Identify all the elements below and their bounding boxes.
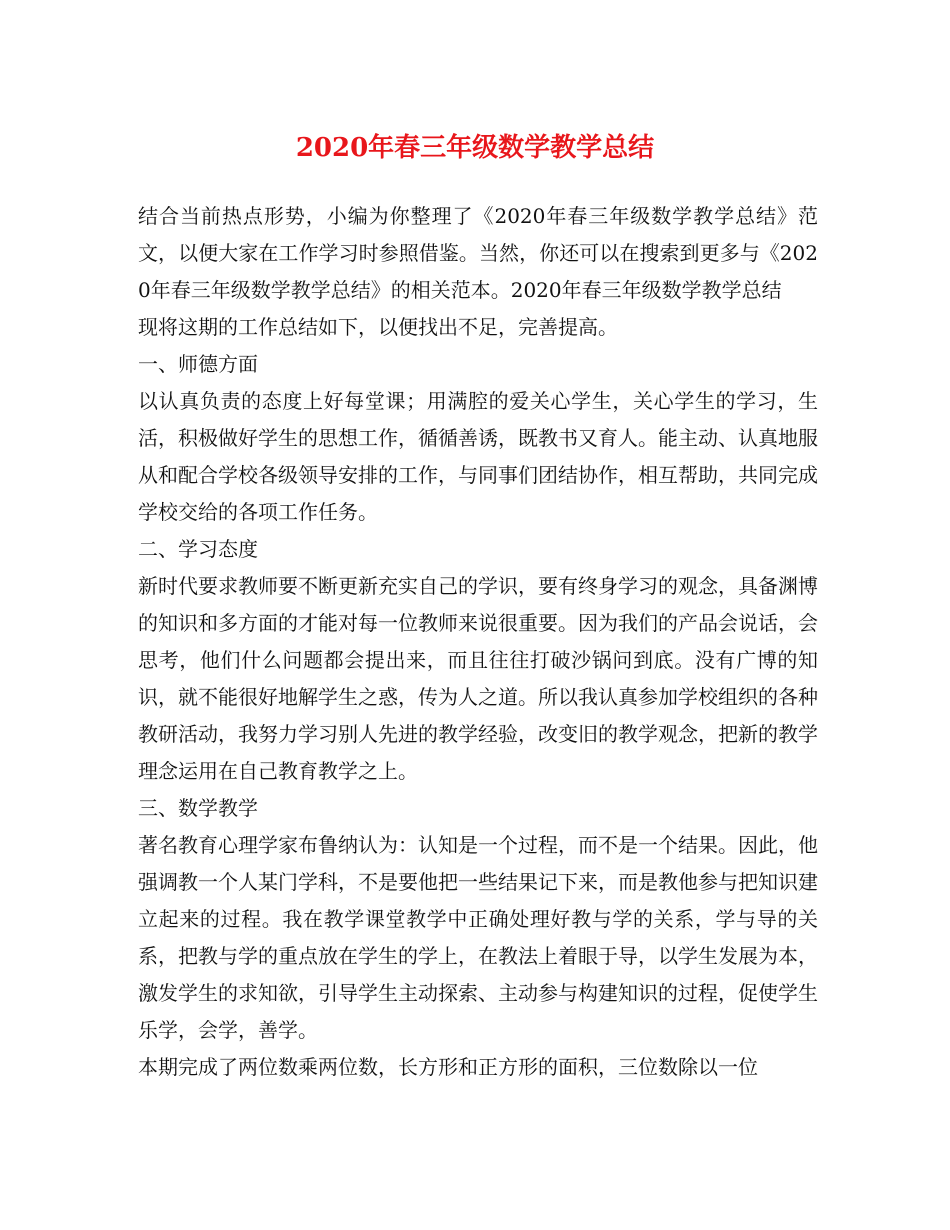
ethics-paragraph: 以认真负责的态度上好每堂课；用满腔的爱关心学生，关心学生的学习，生活，积极做好学生的思想工作，循循善诱，既教书又育人。能主动、认真地服从和配合学校各级领导安排的工作，与同事们团结协作，相互帮助，共同完成学校交给的各项工作任务。 [138,389,818,524]
section-heading-ethics: 一、师德方面 [138,352,258,376]
section-heading-math-teaching: 三、数学教学 [138,796,258,820]
section-heading-learning: 二、学习态度 [138,537,258,561]
term-progress-paragraph: 本期完成了两位数乘两位数，长方形和正方形的面积，三位数除以一位 [138,1055,758,1079]
learning-paragraph: 新时代要求教师要不断更新充实自己的学识，要有终身学习的观念，具备渊博的知识和多方面的才能对每一位教师来说很重要。因为我们的产品会说话，会思考，他们什么问题都会提出来，而且往往打破沙锅问到底。没有广博的知识，就不能很好地解学生之惑，传为人之道。所以我认真参加学校组织的各种教研活动，我努力学习别人先进的教学经验，改变旧的教学观念，把新的教学理念运用在自己教育教学之上。 [138,574,818,783]
intro-paragraph: 结合当前热点形势，小编为你整理了《2020年春三年级数学教学总结》范文，以便大家在工作学习时参照借鉴。当然，你还可以在搜索到更多与《2020年春三年级数学教学总结》的相关范本。2020年春三年级数学教学总结 [138,204,818,302]
summary-intro-paragraph: 现将这期的工作总结如下，以便找出不足，完善提高。 [138,315,618,339]
document-body [138,198,818,1086]
document-title: 2020年春三年级数学教学总结 [295,133,655,163]
math-teaching-paragraph: 著名教育心理学家布鲁纳认为：认知是一个过程，而不是一个结果。因此，他强调教一个人某门学科，不是要他把一些结果记下来，而是教他参与把知识建立起来的过程。我在教学课堂教学中正确处理好教与学的关系，学与导的关系，把教与学的重点放在学生的学上，在教法上着眼于导，以学生发展为本，激发学生的求知欲，引导学生主动探索、主动参与构建知识的过程，促使学生乐学，会学，善学。 [138,833,818,1042]
